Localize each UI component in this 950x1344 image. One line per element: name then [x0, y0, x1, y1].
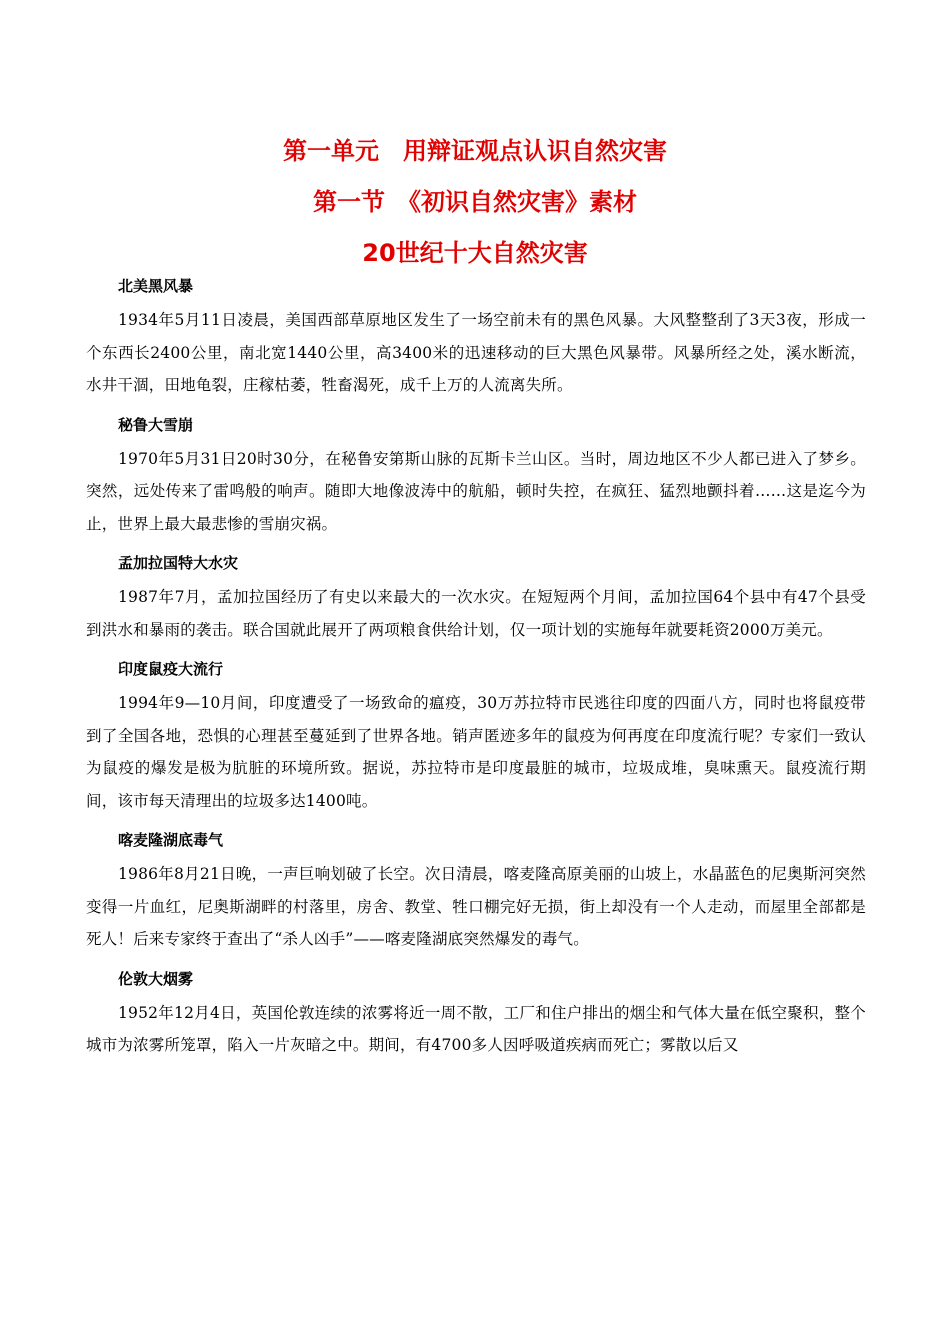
- section-heading: 印度鼠疫大流行: [118, 660, 224, 678]
- section-paragraph: 1986年8月21日晚，一声巨响划破了长空。次日清晨，喀麦隆高原美丽的山坡上，水晶蓝色的尼奥斯河突然变得一片血红，尼奥斯湖畔的村落里，房舍、教堂、牲口棚完好无损，街上却没有一个人走动，而屋里全部都是死人！后来专家终于查出了“杀人凶手”——喀麦隆湖底突然爆发的毒气。: [86, 865, 866, 948]
- section-block: [86, 961, 866, 1062]
- section-paragraph: 1987年7月，孟加拉国经历了有史以来最大的一次水灾。在短短两个月间，孟加拉国64个县中有47个县受到洪水和暴雨的袭击。联合国就此展开了两项粮食供给计划，仅一项计划的实施每年就要耗资2000万美元。: [86, 588, 866, 639]
- section-block: [86, 545, 866, 646]
- section-block: [86, 822, 866, 956]
- section-heading: 孟加拉国特大水灾: [118, 554, 239, 572]
- section-heading: 秘鲁大雪崩: [118, 415, 194, 434]
- section-block: [86, 268, 866, 402]
- section-paragraph: 1970年5月31日20时30分，在秘鲁安第斯山脉的瓦斯卡兰山区。当时，周边地区不少人都已进入了梦乡。突然，远处传来了雷鸣般的响声。随即大地像波涛中的航船，顿时失控，在疯狂、猛烈地颤抖着……这是迄今为止，世界上最大最悲惨的雪崩灾祸。: [86, 449, 866, 533]
- section-paragraph: 1934年5月11日凌晨，美国西部草原地区发生了一场空前未有的黑色风暴。大风整整刮了3天3夜，形成一个东西长2400公里，南北宽1440公里，高3400米的迅速移动的巨大黑色风暴带。风暴所经之处，溪水断流，水井干涸，田地龟裂，庄稼枯萎，牲畜渴死，成千上万的人流离失所。: [86, 311, 866, 394]
- document-body: [86, 268, 866, 1067]
- topic-title: 20世纪十大自然灾害: [362, 239, 588, 267]
- unit-title: 第一单元 用辩证观点认识自然灾害: [283, 137, 667, 165]
- section-title: 第一节 《初识自然灾害》素材: [313, 188, 637, 216]
- section-heading: 喀麦隆湖底毒气: [118, 831, 224, 849]
- section-block: [86, 407, 866, 541]
- section-heading: 伦敦大烟雾: [118, 969, 194, 988]
- section-heading: 北美黑风暴: [118, 277, 194, 295]
- section-paragraph: 1994年9—10月间，印度遭受了一场致命的瘟疫，30万苏拉特市民逃往印度的四面八方，同时也将鼠疫带到了全国各地，恐惧的心理甚至蔓延到了世界各地。销声匿迹多年的鼠疫为何再度在印度流行呢？专家们一致认为鼠疫的爆发是极为肮脏的环境所致。据说，苏拉特市是印度最脏的城市，垃圾成堆，臭味熏天。鼠疫流行期间，该市每天清理出的垃圾多达1400吨。: [86, 694, 866, 810]
- section-block: [86, 651, 866, 817]
- section-paragraph: 1952年12月4日，英国伦敦连续的浓雾将近一周不散，工厂和住户排出的烟尘和气体大量在低空聚积，整个城市为浓雾所笼罩，陷入一片灰暗之中。期间，有4700多人因呼吸道疾病而死亡；雾散以后又: [86, 1003, 866, 1054]
- title-block: [0, 126, 950, 279]
